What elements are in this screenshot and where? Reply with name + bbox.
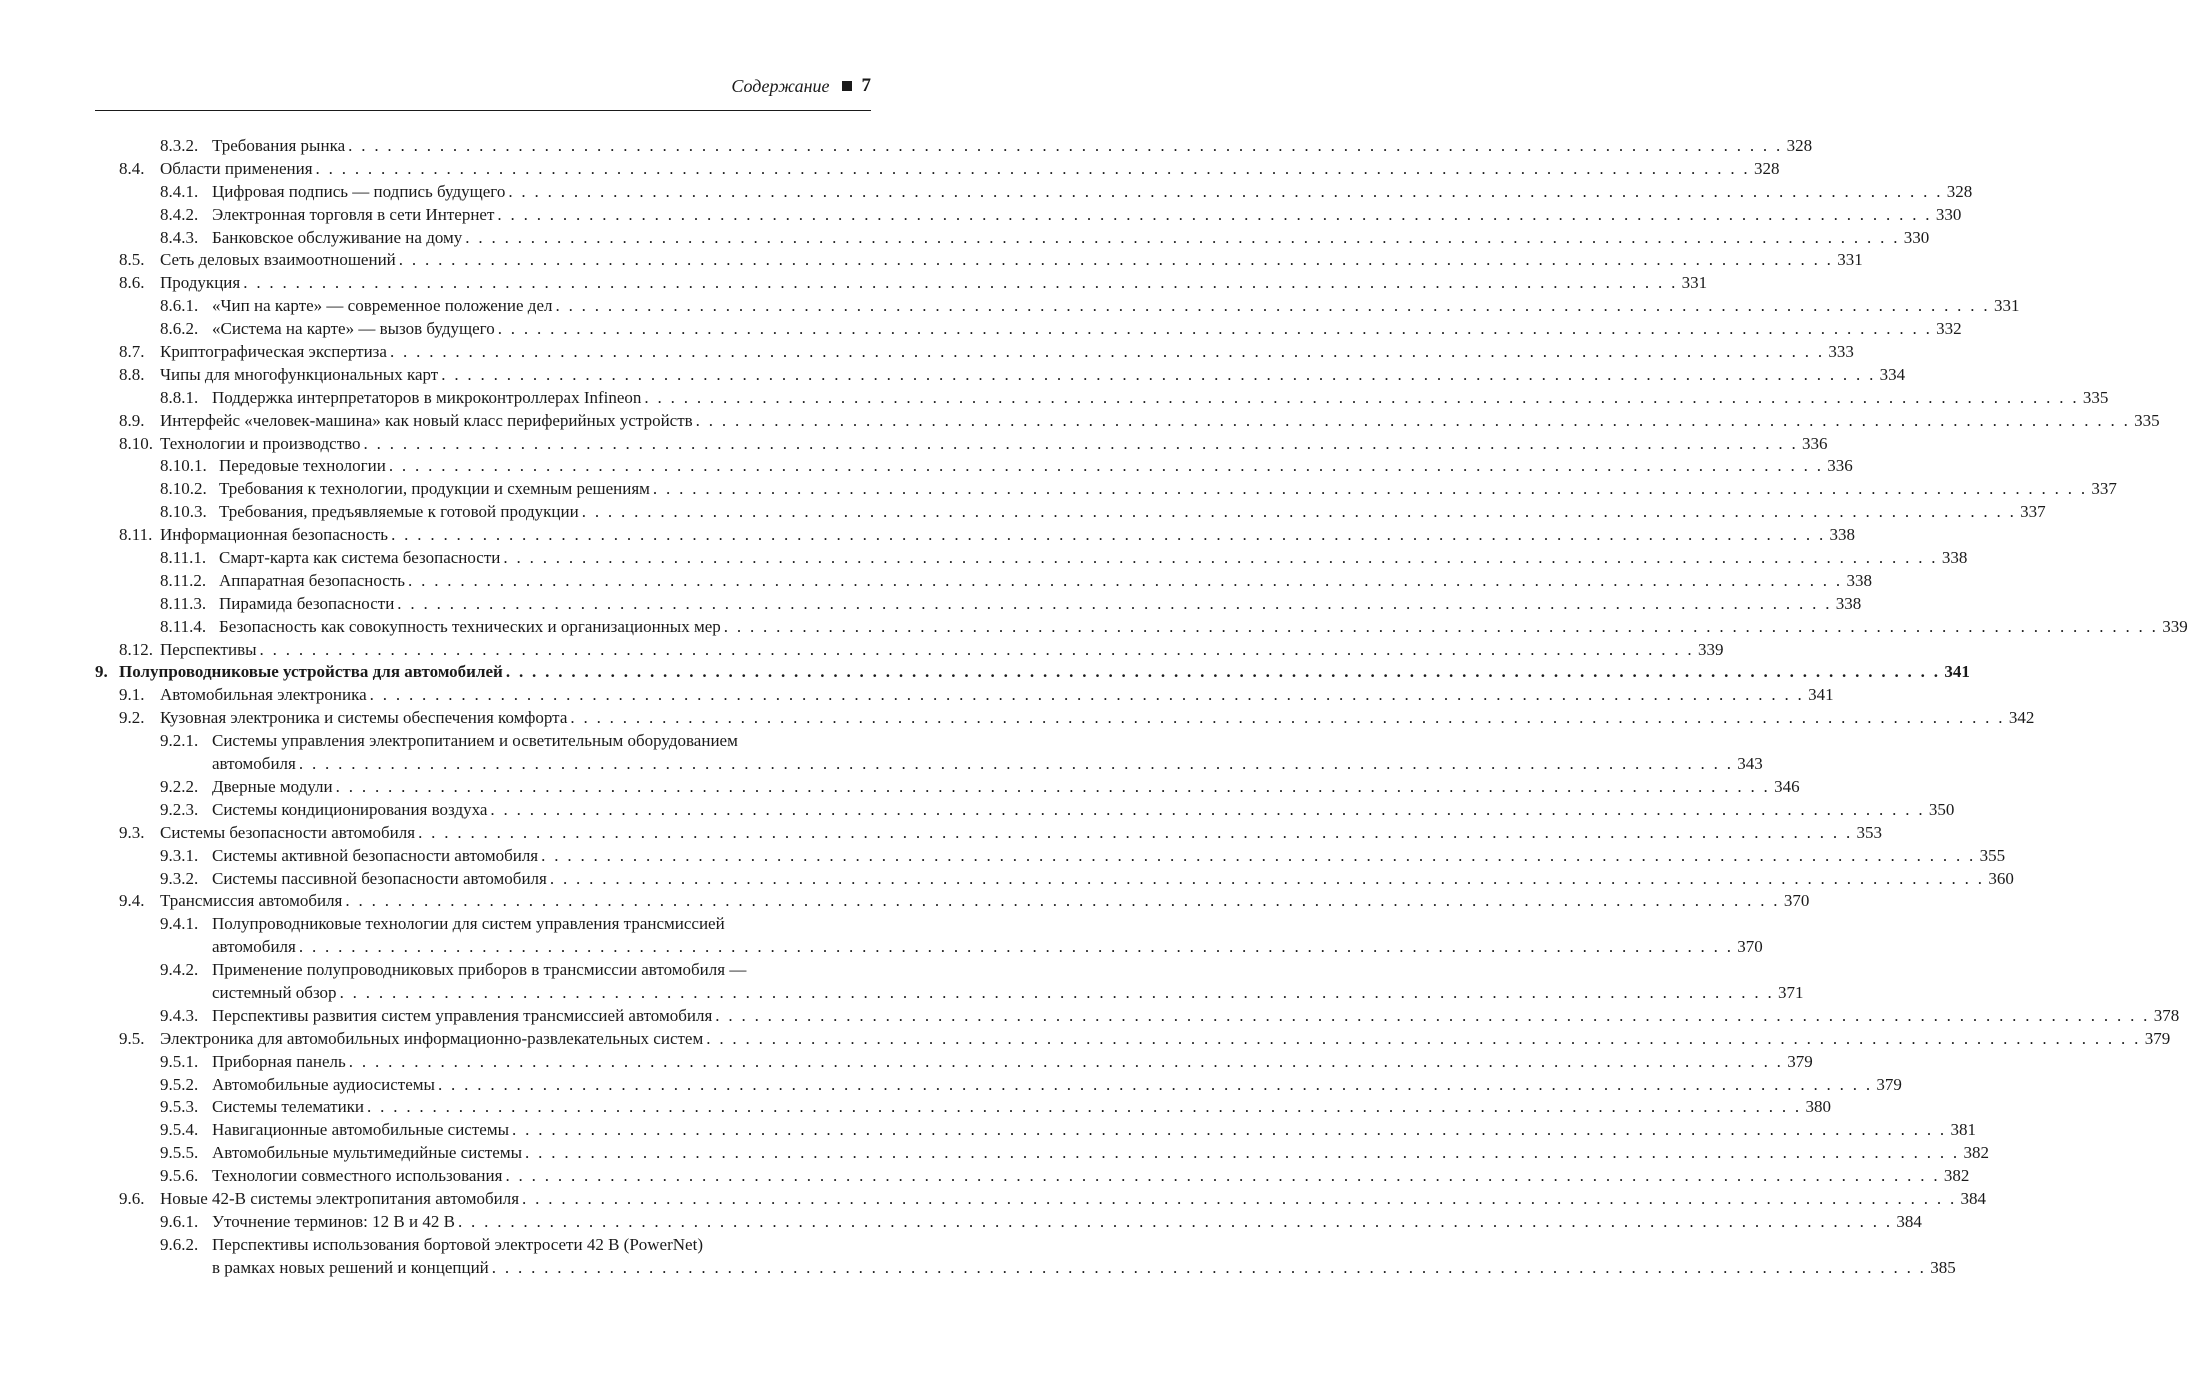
- toc-entry-title: Безопасность как совокупность технических и организационных мер: [219, 616, 721, 636]
- toc-entry-number: 9.5.: [119, 1028, 145, 1048]
- toc-entry-title: Применение полупроводниковых приборов в трансмиссии автомобиля —: [212, 960, 747, 980]
- toc-entry-page: 342: [2008, 708, 2035, 728]
- toc-entry-number: 8.4.2.: [160, 204, 199, 224]
- dot-leader: [724, 616, 2158, 639]
- toc-entry-number: 9.: [95, 662, 108, 682]
- dot-leader: [653, 478, 2087, 501]
- toc-entry[interactable]: [95, 1096, 1831, 1119]
- toc-entry[interactable]: [95, 455, 1853, 478]
- toc-entry-title: Области применения: [160, 158, 313, 178]
- toc-entry-title: Цифровая подпись — подпись будущего: [212, 181, 506, 201]
- dot-leader: [349, 1051, 1783, 1074]
- toc-entry-number: 8.10.1.: [160, 456, 207, 476]
- toc-entry-title-continued: автомобиля: [212, 754, 296, 774]
- dot-leader: [644, 387, 2078, 410]
- toc-entry-page: 336: [1802, 433, 1828, 453]
- toc-entry-number: 8.8.1.: [160, 387, 199, 407]
- toc-entry[interactable]: [95, 387, 2109, 410]
- toc-entry[interactable]: [95, 1074, 1902, 1097]
- toc-entry[interactable]: [95, 295, 2020, 318]
- toc-entry[interactable]: [95, 318, 1962, 341]
- toc-entry-title: Полупроводниковые устройства для автомобилей: [119, 662, 503, 682]
- toc-entry-page: 339: [1697, 639, 1724, 659]
- toc-entry-page: 370: [1783, 891, 1810, 911]
- toc-entry-title: Аппаратная безопасность: [219, 570, 405, 590]
- toc-entry-page: 379: [1787, 1051, 1813, 1071]
- toc-entry-title-continued: в рамках новых решений и концепций: [212, 1257, 489, 1277]
- toc-entry[interactable]: [95, 661, 1970, 684]
- toc-entry[interactable]: [95, 478, 2117, 501]
- dot-leader: [498, 318, 1932, 341]
- toc-entry-number: 8.11.4.: [160, 616, 207, 636]
- toc-entry-number: 8.10.3.: [160, 502, 207, 522]
- toc-entry-page: 337: [2020, 502, 2046, 522]
- toc-entry-number: 8.12.: [119, 639, 153, 659]
- toc-entry[interactable]: [95, 204, 1962, 227]
- dot-leader: [370, 684, 1804, 707]
- toc-entry-page: 384: [1960, 1188, 1986, 1208]
- toc-entry-title: «Система на карте» — вызов будущего: [212, 319, 495, 339]
- toc-entry-page: 330: [1935, 204, 1962, 224]
- toc-entry-title: Смарт-карта как система безопасности: [219, 548, 501, 568]
- dot-leader: [512, 1119, 1946, 1142]
- toc-entry[interactable]: [95, 616, 2188, 639]
- toc-entry-page: 331: [1993, 296, 2020, 316]
- toc-entry-title: Системы кондиционирования воздуха: [212, 799, 488, 819]
- toc-entry[interactable]: [95, 524, 1856, 547]
- toc-entry-title: Системы безопасности автомобиля: [160, 822, 416, 842]
- toc-entry-title: Чипы для многофункциональных карт: [160, 364, 439, 384]
- toc-entry[interactable]: [95, 1142, 1989, 1165]
- dot-leader: [389, 455, 1823, 478]
- toc-entry[interactable]: [95, 158, 1780, 181]
- toc-entry[interactable]: [95, 547, 1968, 570]
- toc-entry-title: Автомобильные мультимедийные системы: [212, 1143, 523, 1163]
- toc-entry-title: Перспективы развития систем управления трансмиссией автомобиля: [212, 1005, 713, 1025]
- toc-entry-title: Полупроводниковые технологии для систем управления трансмиссией: [212, 914, 725, 934]
- toc-entry-page: 328: [1786, 136, 1813, 155]
- toc-entry-title: Навигационные автомобильные системы: [212, 1120, 510, 1140]
- toc-entry-title: Электронная торговля в сети Интернет: [212, 204, 495, 224]
- dot-leader: [441, 364, 1875, 387]
- toc-entry[interactable]: [95, 1234, 867, 1257]
- toc-entry-page: 350: [1928, 799, 1955, 819]
- toc-entry-page: 341: [1808, 685, 1834, 705]
- toc-entry-page: 381: [1950, 1120, 1976, 1140]
- toc-entry-page: 353: [1856, 822, 1883, 842]
- toc-entry-number: 9.6.: [119, 1188, 145, 1208]
- toc-entry-page: 338: [1835, 593, 1862, 613]
- dot-leader: [345, 890, 1779, 913]
- page-number: 7: [861, 75, 871, 96]
- toc-entry-number: 9.2.3.: [160, 799, 199, 819]
- toc-entry-continuation[interactable]: [95, 982, 1804, 1005]
- toc-entry-number: 8.4.3.: [160, 227, 199, 247]
- toc-entry-number: 9.3.1.: [160, 845, 199, 865]
- toc-entry-page: 382: [1963, 1143, 1989, 1163]
- toc-entry-page: 336: [1827, 456, 1853, 476]
- toc-entry-title: Банковское обслуживание на дому: [212, 227, 463, 247]
- toc-entry-page: 335: [2082, 387, 2109, 407]
- toc-entry[interactable]: [95, 1188, 1986, 1211]
- toc-entry[interactable]: [95, 249, 1863, 272]
- header-rule: [95, 110, 871, 111]
- toc-entry-number: 9.5.6.: [160, 1166, 199, 1186]
- toc-entry-number: 8.5.: [119, 250, 145, 270]
- dot-leader: [390, 341, 1824, 364]
- dot-leader: [503, 547, 1937, 570]
- dot-leader: [408, 570, 1842, 593]
- dot-leader: [348, 135, 1782, 158]
- toc-entry-number: 9.6.2.: [160, 1234, 199, 1254]
- toc-entry[interactable]: [95, 799, 1955, 822]
- toc-entry[interactable]: [95, 730, 867, 753]
- toc-entry-page: 330: [1903, 227, 1930, 247]
- toc-entry[interactable]: [95, 1005, 2180, 1028]
- toc-entry[interactable]: [95, 684, 1834, 707]
- running-header: [95, 74, 871, 98]
- toc-entry-title: Системы пассивной безопасности автомобиля: [212, 868, 547, 888]
- toc-entry-title: Передовые технологии: [219, 456, 386, 476]
- toc-entry-number: 8.11.2.: [160, 570, 207, 590]
- toc-entry[interactable]: [95, 364, 1906, 387]
- toc-entry-title: Продукция: [160, 273, 241, 293]
- dot-leader: [243, 272, 1677, 295]
- toc-entry-number: 9.5.2.: [160, 1074, 199, 1094]
- toc-entry[interactable]: [95, 845, 2006, 868]
- dot-leader: [438, 1074, 1872, 1097]
- toc-entry-page: 371: [1778, 982, 1804, 1002]
- toc-entry-number: 9.1.: [119, 685, 145, 705]
- toc-entry-title: Сеть деловых взаимоотношений: [160, 250, 396, 270]
- toc-entry[interactable]: [95, 959, 867, 982]
- toc-entry[interactable]: [95, 227, 1930, 250]
- dot-leader: [364, 433, 1798, 456]
- dot-leader: [492, 1257, 1926, 1280]
- toc-entry-title: Системы управления электропитанием и осветительным оборудованием: [212, 731, 738, 751]
- toc-entry-title: Поддержка интерпретаторов в микроконтроллерах Infineon: [212, 387, 642, 407]
- toc-entry-number: 9.3.: [119, 822, 145, 842]
- dot-leader: [497, 204, 1931, 227]
- toc-entry-number: 8.8.: [119, 364, 145, 384]
- toc-entry-title: Системы активной безопасности автомобиля: [212, 845, 539, 865]
- toc-entry-page: 337: [2091, 479, 2117, 499]
- toc-entry-number: 8.6.1.: [160, 296, 199, 316]
- toc-entry-number: 9.4.1.: [160, 914, 199, 934]
- dot-leader: [550, 868, 1984, 891]
- dot-leader: [522, 1188, 1956, 1211]
- toc-entry[interactable]: [95, 776, 1800, 799]
- toc-entry[interactable]: [95, 272, 1708, 295]
- toc-entry[interactable]: [95, 639, 1724, 662]
- toc-entry-page: 385: [1930, 1257, 1956, 1277]
- toc-entry-page: 346: [1774, 776, 1800, 796]
- dot-leader: [696, 410, 2130, 433]
- toc-entry[interactable]: [95, 1028, 2171, 1051]
- toc-entry-page: 339: [2162, 616, 2188, 636]
- toc-entry[interactable]: [95, 501, 2046, 524]
- toc-entry[interactable]: [95, 1051, 1813, 1074]
- toc-entry-number: 8.4.1.: [160, 181, 199, 201]
- toc-entry-title: «Чип на карте» — современное положение дел: [212, 296, 553, 316]
- toc-entry-title-continued: автомобиля: [212, 937, 296, 957]
- dot-leader: [299, 936, 1733, 959]
- toc-entry-number: 9.6.1.: [160, 1211, 199, 1231]
- dot-leader: [505, 1165, 1939, 1188]
- dot-leader: [541, 845, 1975, 868]
- running-header-title: Содержание: [731, 75, 830, 96]
- toc-entry-title: Приборная панель: [212, 1051, 346, 1071]
- dot-leader: [458, 1211, 1892, 1234]
- dot-leader: [555, 295, 1989, 318]
- dot-leader: [490, 799, 1924, 822]
- dot-leader: [391, 524, 1825, 547]
- toc-entry-title: Требования к технологии, продукции и схемным решениям: [219, 479, 650, 499]
- toc-entry[interactable]: [95, 707, 2035, 730]
- toc-entry-number: 8.7.: [119, 342, 145, 362]
- toc-entry-number: 9.4.: [119, 891, 145, 911]
- toc-entry-page: 343: [1737, 754, 1763, 774]
- square-bullet-icon: [842, 81, 852, 91]
- dot-leader: [715, 1005, 2149, 1028]
- toc-entry[interactable]: [95, 822, 1883, 845]
- toc-entry-title: Пирамида безопасности: [219, 593, 395, 613]
- dot-leader: [465, 227, 1899, 250]
- toc-entry-number: 9.2.: [119, 708, 145, 728]
- toc-entry-title: Требования рынка: [212, 136, 346, 155]
- toc-entry-page: 338: [1846, 570, 1872, 590]
- dot-leader: [570, 707, 2004, 730]
- toc-entry-page: 378: [2153, 1005, 2180, 1025]
- toc-entry-number: 8.10.2.: [160, 479, 207, 499]
- toc-entry-title: Интерфейс «человек-машина» как новый класс периферийных устройств: [160, 410, 693, 430]
- toc-entry-page: 360: [1988, 868, 2014, 888]
- toc-entry[interactable]: [95, 890, 1810, 913]
- toc-entry-number: 8.9.: [119, 410, 145, 430]
- toc-entry-title: Технологии и производство: [160, 433, 361, 453]
- toc-entry-number: 8.10.: [119, 433, 153, 453]
- toc-entry-number: 9.5.1.: [160, 1051, 199, 1071]
- toc-entry[interactable]: [95, 341, 1854, 364]
- dot-leader: [316, 158, 1750, 181]
- toc-entry-page: 328: [1753, 158, 1780, 178]
- toc-entry-number: 9.5.4.: [160, 1120, 199, 1140]
- toc-entry-title: Системы телематики: [212, 1097, 365, 1117]
- toc-entry-page: 338: [1941, 548, 1968, 568]
- toc-entry[interactable]: [95, 1165, 1970, 1188]
- toc-entry-number: 9.2.2.: [160, 776, 199, 796]
- dot-leader: [525, 1142, 1959, 1165]
- toc-entry-title: Новые 42-В системы электропитания автомобиля: [160, 1188, 520, 1208]
- toc-entry-title: Кузовная электроника и системы обеспечения комфорта: [160, 708, 568, 728]
- toc-entry-number: 9.2.1.: [160, 731, 199, 751]
- toc-entry-page: 328: [1946, 181, 1973, 201]
- toc-entry-page: 332: [1936, 319, 1962, 339]
- toc-entry[interactable]: [95, 570, 1872, 593]
- toc-entry-title: Уточнение терминов: 12 В и 42 В: [212, 1211, 455, 1231]
- toc-entry-title: Криптографическая экспертиза: [160, 342, 387, 362]
- toc-entry-number: 8.3.2.: [160, 136, 199, 155]
- toc-entry-number: 8.11.: [119, 525, 153, 545]
- toc-entry-number: 9.3.2.: [160, 868, 199, 888]
- dot-leader: [418, 822, 1852, 845]
- toc-entry-page: 334: [1879, 364, 1906, 384]
- toc-entry-title: Перспективы использования бортовой электросети 42 В (PowerNet): [212, 1234, 703, 1254]
- toc-entry-number: 9.5.3.: [160, 1097, 199, 1117]
- toc-entry-title: Технологии совместного использования: [212, 1166, 503, 1186]
- dot-leader: [706, 1028, 2140, 1051]
- dot-leader: [582, 501, 2016, 524]
- toc-entry-title: Автомобильные аудиосистемы: [212, 1074, 435, 1094]
- toc-entry-page: 338: [1829, 525, 1856, 545]
- dot-leader: [508, 181, 1942, 204]
- dot-leader: [299, 753, 1733, 776]
- toc-entry[interactable]: [95, 868, 2014, 891]
- toc-entry-page: 355: [1979, 845, 2006, 865]
- toc-entry-title: Трансмиссия автомобиля: [160, 891, 343, 911]
- dot-leader: [397, 593, 1831, 616]
- toc-entry-page: 379: [2144, 1028, 2171, 1048]
- dot-leader: [336, 776, 1770, 799]
- toc-entry-title: Перспективы: [160, 639, 257, 659]
- toc-entry[interactable]: [95, 181, 1973, 204]
- toc-entry-page: 382: [1943, 1166, 1970, 1186]
- toc-entry[interactable]: [95, 410, 2160, 433]
- toc-entry-title: Информационная безопасность: [160, 525, 389, 545]
- toc-entry-page: 370: [1737, 937, 1763, 957]
- toc-entry-number: 8.11.3.: [160, 593, 207, 613]
- toc-entry-title-continued: системный обзор: [212, 982, 337, 1002]
- toc-entry-page: 384: [1896, 1211, 1922, 1231]
- dot-leader: [399, 249, 1833, 272]
- toc-entry-page: 333: [1828, 342, 1854, 362]
- toc-entry-number: 8.11.1.: [160, 548, 207, 568]
- toc-entry-number: 9.4.3.: [160, 1005, 199, 1025]
- toc-entry[interactable]: [95, 433, 1828, 456]
- toc-entry-page: 331: [1681, 273, 1708, 293]
- toc-entry-number: 8.4.: [119, 158, 145, 178]
- dot-leader: [367, 1096, 1801, 1119]
- toc-entry-title: Электроника для автомобильных информационно-развлекательных систем: [160, 1028, 704, 1048]
- toc-entry-continuation[interactable]: [95, 1257, 1956, 1280]
- toc-entry-continuation[interactable]: [95, 753, 1763, 776]
- toc-entry[interactable]: [95, 135, 1813, 158]
- toc-entry-title: Автомобильная электроника: [160, 685, 367, 705]
- toc-entry-title: Дверные модули: [212, 776, 333, 796]
- toc-entry[interactable]: [95, 1211, 1922, 1234]
- toc-entry-number: 8.6.2.: [160, 319, 199, 339]
- toc-entry[interactable]: [95, 593, 1862, 616]
- toc-entry-continuation[interactable]: [95, 936, 1763, 959]
- toc-entry-page: 335: [2134, 410, 2160, 430]
- dot-leader: [506, 661, 1940, 684]
- toc-entry-page: 380: [1805, 1097, 1831, 1117]
- toc-entry-number: 9.5.5.: [160, 1143, 199, 1163]
- toc-entry-page: 379: [1876, 1074, 1902, 1094]
- dot-leader: [260, 639, 1694, 662]
- toc-entry[interactable]: [95, 913, 867, 936]
- toc-entry-number: 9.4.2.: [160, 960, 199, 980]
- dot-leader: [340, 982, 1774, 1005]
- toc-entry-number: 8.6.: [119, 273, 145, 293]
- table-of-contents: [95, 135, 2188, 1280]
- toc-entry-page: 331: [1837, 250, 1863, 270]
- toc-entry[interactable]: [95, 1119, 1976, 1142]
- toc-entry-title: Требования, предъявляемые к готовой продукции: [219, 502, 579, 522]
- toc-entry-page: 341: [1944, 662, 1970, 682]
